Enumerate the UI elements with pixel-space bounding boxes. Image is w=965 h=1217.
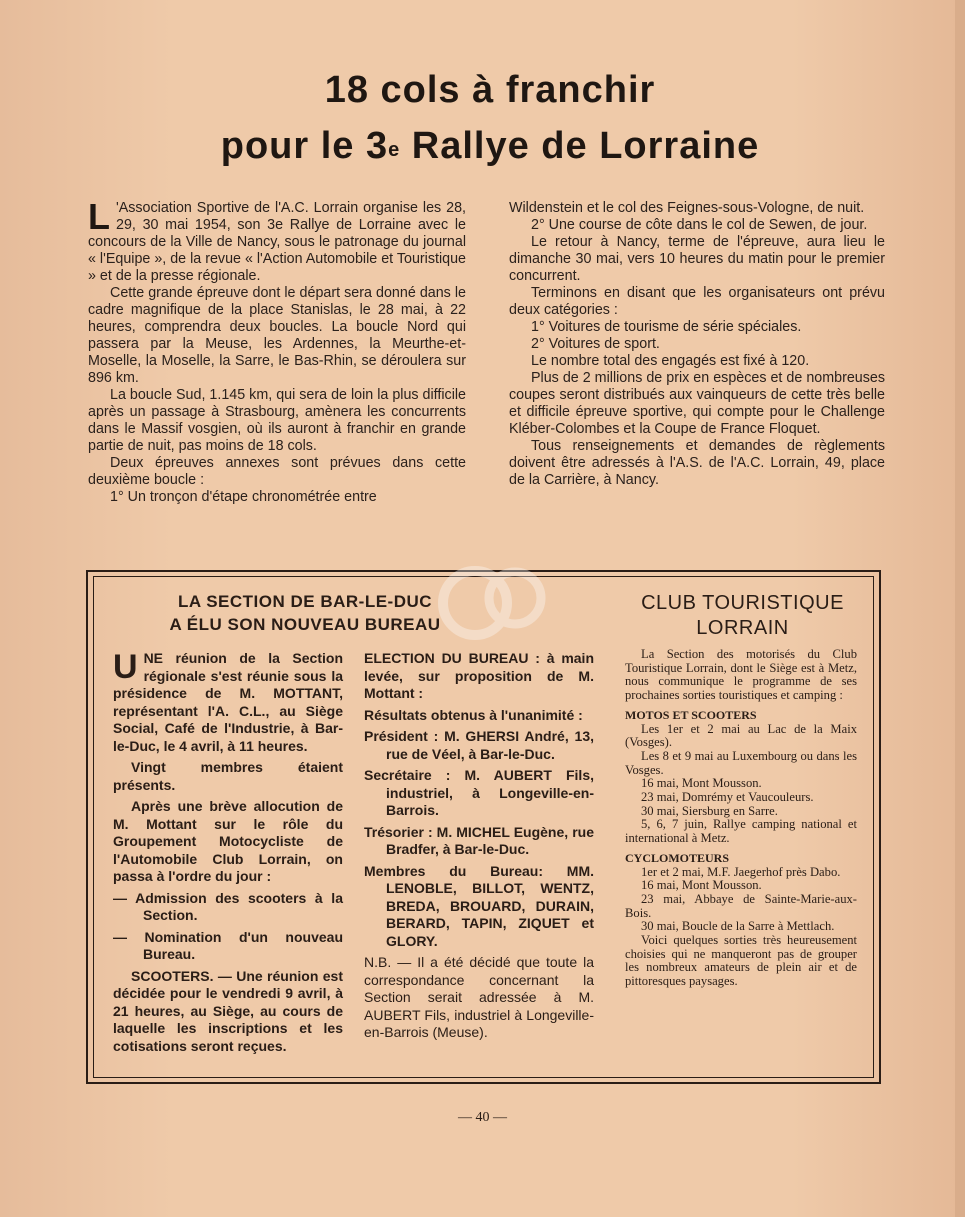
club-item: 16 mai, Mont Mousson. bbox=[641, 878, 762, 893]
article-paragraph: Cette grande épreuve dont le départ sera donné dans le cadre magnifique de la place Stanislas, le 28 mai, à 22 heures, comprendra deux boucles. La boucle Nord qui passera par la Meuse, les Ardennes, la Meurthe-et-Moselle, la Moselle, la Sarre, le Bas-Rhin, se déroulera sur 896 km. bbox=[88, 285, 466, 386]
officer-entry: Membres du Bureau: MM. LENOBLE, BILLOT, WENTZ, BREDA, BROUARD, DURAIN, BERARD, TAPIN, ZIQUET et GLORY. bbox=[364, 862, 594, 949]
drop-cap: U bbox=[113, 648, 138, 686]
club-closing: Voici quelques sorties très heureusement choisies qui ne manqueront pas de grouper les nombreux amateurs de plein air et de pittoresques paysages. bbox=[625, 933, 857, 989]
article-column-left bbox=[88, 196, 466, 506]
article-title bbox=[100, 62, 880, 174]
page-number: — 40 — bbox=[458, 1110, 507, 1125]
section-heading: LA SECTION DE BAR-LE-DUC A ÉLU SON NOUVEAU BUREAU bbox=[169, 592, 441, 634]
section-note: N.B. — Il a été décidé que toute la correspondance concernant la Section serait adressée à M. AUBERT Fils, industriel à Longeville-en-Barrois (Meuse). bbox=[364, 954, 594, 1040]
article-paragraph: Le nombre total des engagés est fixé à 120. bbox=[531, 353, 810, 369]
article-paragraph: Deux épreuves annexes sont prévues dans cette deuxième boucle : bbox=[88, 455, 466, 488]
club-heading: CLUB TOURISTIQUE LORRAIN bbox=[641, 592, 844, 639]
section-paragraph: SCOOTERS. — Une réunion est décidée pour le vendredi 9 avril, à 21 heures, au Siège, au cours de laquelle les inscriptions et les cotisations seront reçues. bbox=[113, 967, 343, 1054]
section-paragraph: ELECTION DU BUREAU : à main levée, sur proposition de M. Mottant : bbox=[364, 650, 594, 701]
club-item: 5, 6, 7 juin, Rallye camping national et international à Metz. bbox=[625, 817, 857, 846]
club-item: 16 mai, Mont Mousson. bbox=[641, 776, 762, 791]
article-paragraph: La boucle Sud, 1.145 km, qui sera de loin la plus difficile après un passage à Strasbourg, amènera les concurrents dans le Massif vosgien, où ils auront à franchir en grande partie de nuit, pas moins de 18 cols. bbox=[88, 387, 466, 454]
page-edge bbox=[955, 0, 965, 1217]
article-paragraph: 2° Voitures de sport. bbox=[531, 336, 660, 352]
officer-entry: Trésorier : M. MICHEL Eugène, rue Bradfer, à Bar-le-Duc. bbox=[364, 823, 594, 857]
article-paragraph: 1° Un tronçon d'étape chronométrée entre bbox=[110, 489, 377, 505]
section-paragraph: Après une brève allocution de M. Mottant sur le rôle du Groupement Motocycliste de l'Automobile Club Lorrain, on passa à l'ordre du jour : bbox=[113, 798, 343, 884]
article-paragraph: Terminons en disant que les organisateurs ont prévu deux catégories : bbox=[509, 285, 885, 318]
article-paragraph: 2° Une course de côte dans le col de Sewen, de jour. bbox=[531, 217, 868, 233]
club-item: 30 mai, Siersburg en Sarre. bbox=[641, 803, 778, 818]
club-item: Les 1er et 2 mai au Lac de la Maix (Vosges). bbox=[625, 721, 857, 750]
club-item: 30 mai, Boucle de la Sarre à Mettlach. bbox=[641, 919, 835, 934]
article-paragraph: Wildenstein et le col des Feignes-sous-Vologne, de nuit. bbox=[509, 200, 865, 216]
club-intro: La Section des motorisés du Club Touristique Lorrain, dont le Siège est à Metz, nous communique le programme de ses prochaines sorties touristiques et camping : bbox=[625, 647, 857, 703]
club-item: Les 8 et 9 mai au Luxembourg ou dans les Vosges. bbox=[625, 748, 857, 777]
article-paragraph: Tous renseignements et demandes de règlements doivent être adressés à l'A.S. de l'A.C. Lorrain, 49, place de la Carrière, à Nancy. bbox=[509, 438, 885, 488]
agenda-item: — Nomination d'un nouveau Bureau. bbox=[113, 928, 343, 962]
section-paragraph: Résultats obtenus à l'unanimité : bbox=[364, 706, 583, 723]
section-column-1 bbox=[113, 650, 343, 1059]
officer-entry: Secrétaire : M. AUBERT Fils, industriel, à Longeville-en-Barrois. bbox=[364, 767, 594, 818]
article-column-right bbox=[509, 200, 885, 489]
section-paragraph: Vingt membres étaient présents. bbox=[113, 759, 343, 793]
section-paragraph: UNE réunion de la Section régionale s'est réunie sous la présidence de M. MOTTANT, représentant l'A. C.L., au Siège Social, Café de l'Industrie, à Bar-le-Duc, le 4 avril, à 11 heures. bbox=[113, 648, 343, 754]
title-line-2: pour le 3e Rallye de Lorraine bbox=[220, 125, 760, 167]
section-column-2 bbox=[364, 650, 594, 1046]
club-column bbox=[625, 648, 857, 989]
club-item: 23 mai, Domrémy et Vaucouleurs. bbox=[641, 790, 814, 805]
article-paragraph: Le retour à Nancy, terme de l'épreuve, aura lieu le dimanche 30 mai, vers 10 heures du matin pour le premier concurrent. bbox=[509, 234, 885, 284]
club-item: 23 mai, Abbaye de Sainte-Marie-aux-Bois. bbox=[625, 891, 857, 920]
title-line-1: 18 cols à franchir bbox=[324, 69, 656, 111]
club-subheading: CYCLOMOTEURS bbox=[625, 850, 730, 865]
club-subheading: MOTOS ET SCOOTERS bbox=[625, 707, 757, 722]
article-paragraph: 1° Voitures de tourisme de série spéciales. bbox=[531, 319, 802, 335]
officer-entry: Président : M. GHERSI André, 13, rue de Véel, à Bar-le-Duc. bbox=[364, 728, 594, 762]
agenda-item: — Admission des scooters à la Section. bbox=[113, 889, 343, 923]
drop-cap: L bbox=[88, 196, 110, 237]
article-paragraph: L 'Association Sportive de l'A.C. Lorrain organise les 28, 29, 30 mai 1954, son 3e Rallye de Lorraine avec le concours de la Ville de Nancy, sous le patronage du journal « l'Equipe », de la revue « l'Action Automobile et Touristique » et de la presse régionale. bbox=[88, 196, 466, 284]
club-item: 1er et 2 mai, M.F. Jaegerhof près Dabo. bbox=[641, 864, 841, 879]
article-paragraph: Plus de 2 millions de prix en espèces et de nombreuses coupes seront distribués aux vainqueurs de cette très belle et difficile épreuve sportive, qui compte pour le Challenge Kléber-Colombes et la Coupe de France Floquet. bbox=[509, 370, 885, 437]
